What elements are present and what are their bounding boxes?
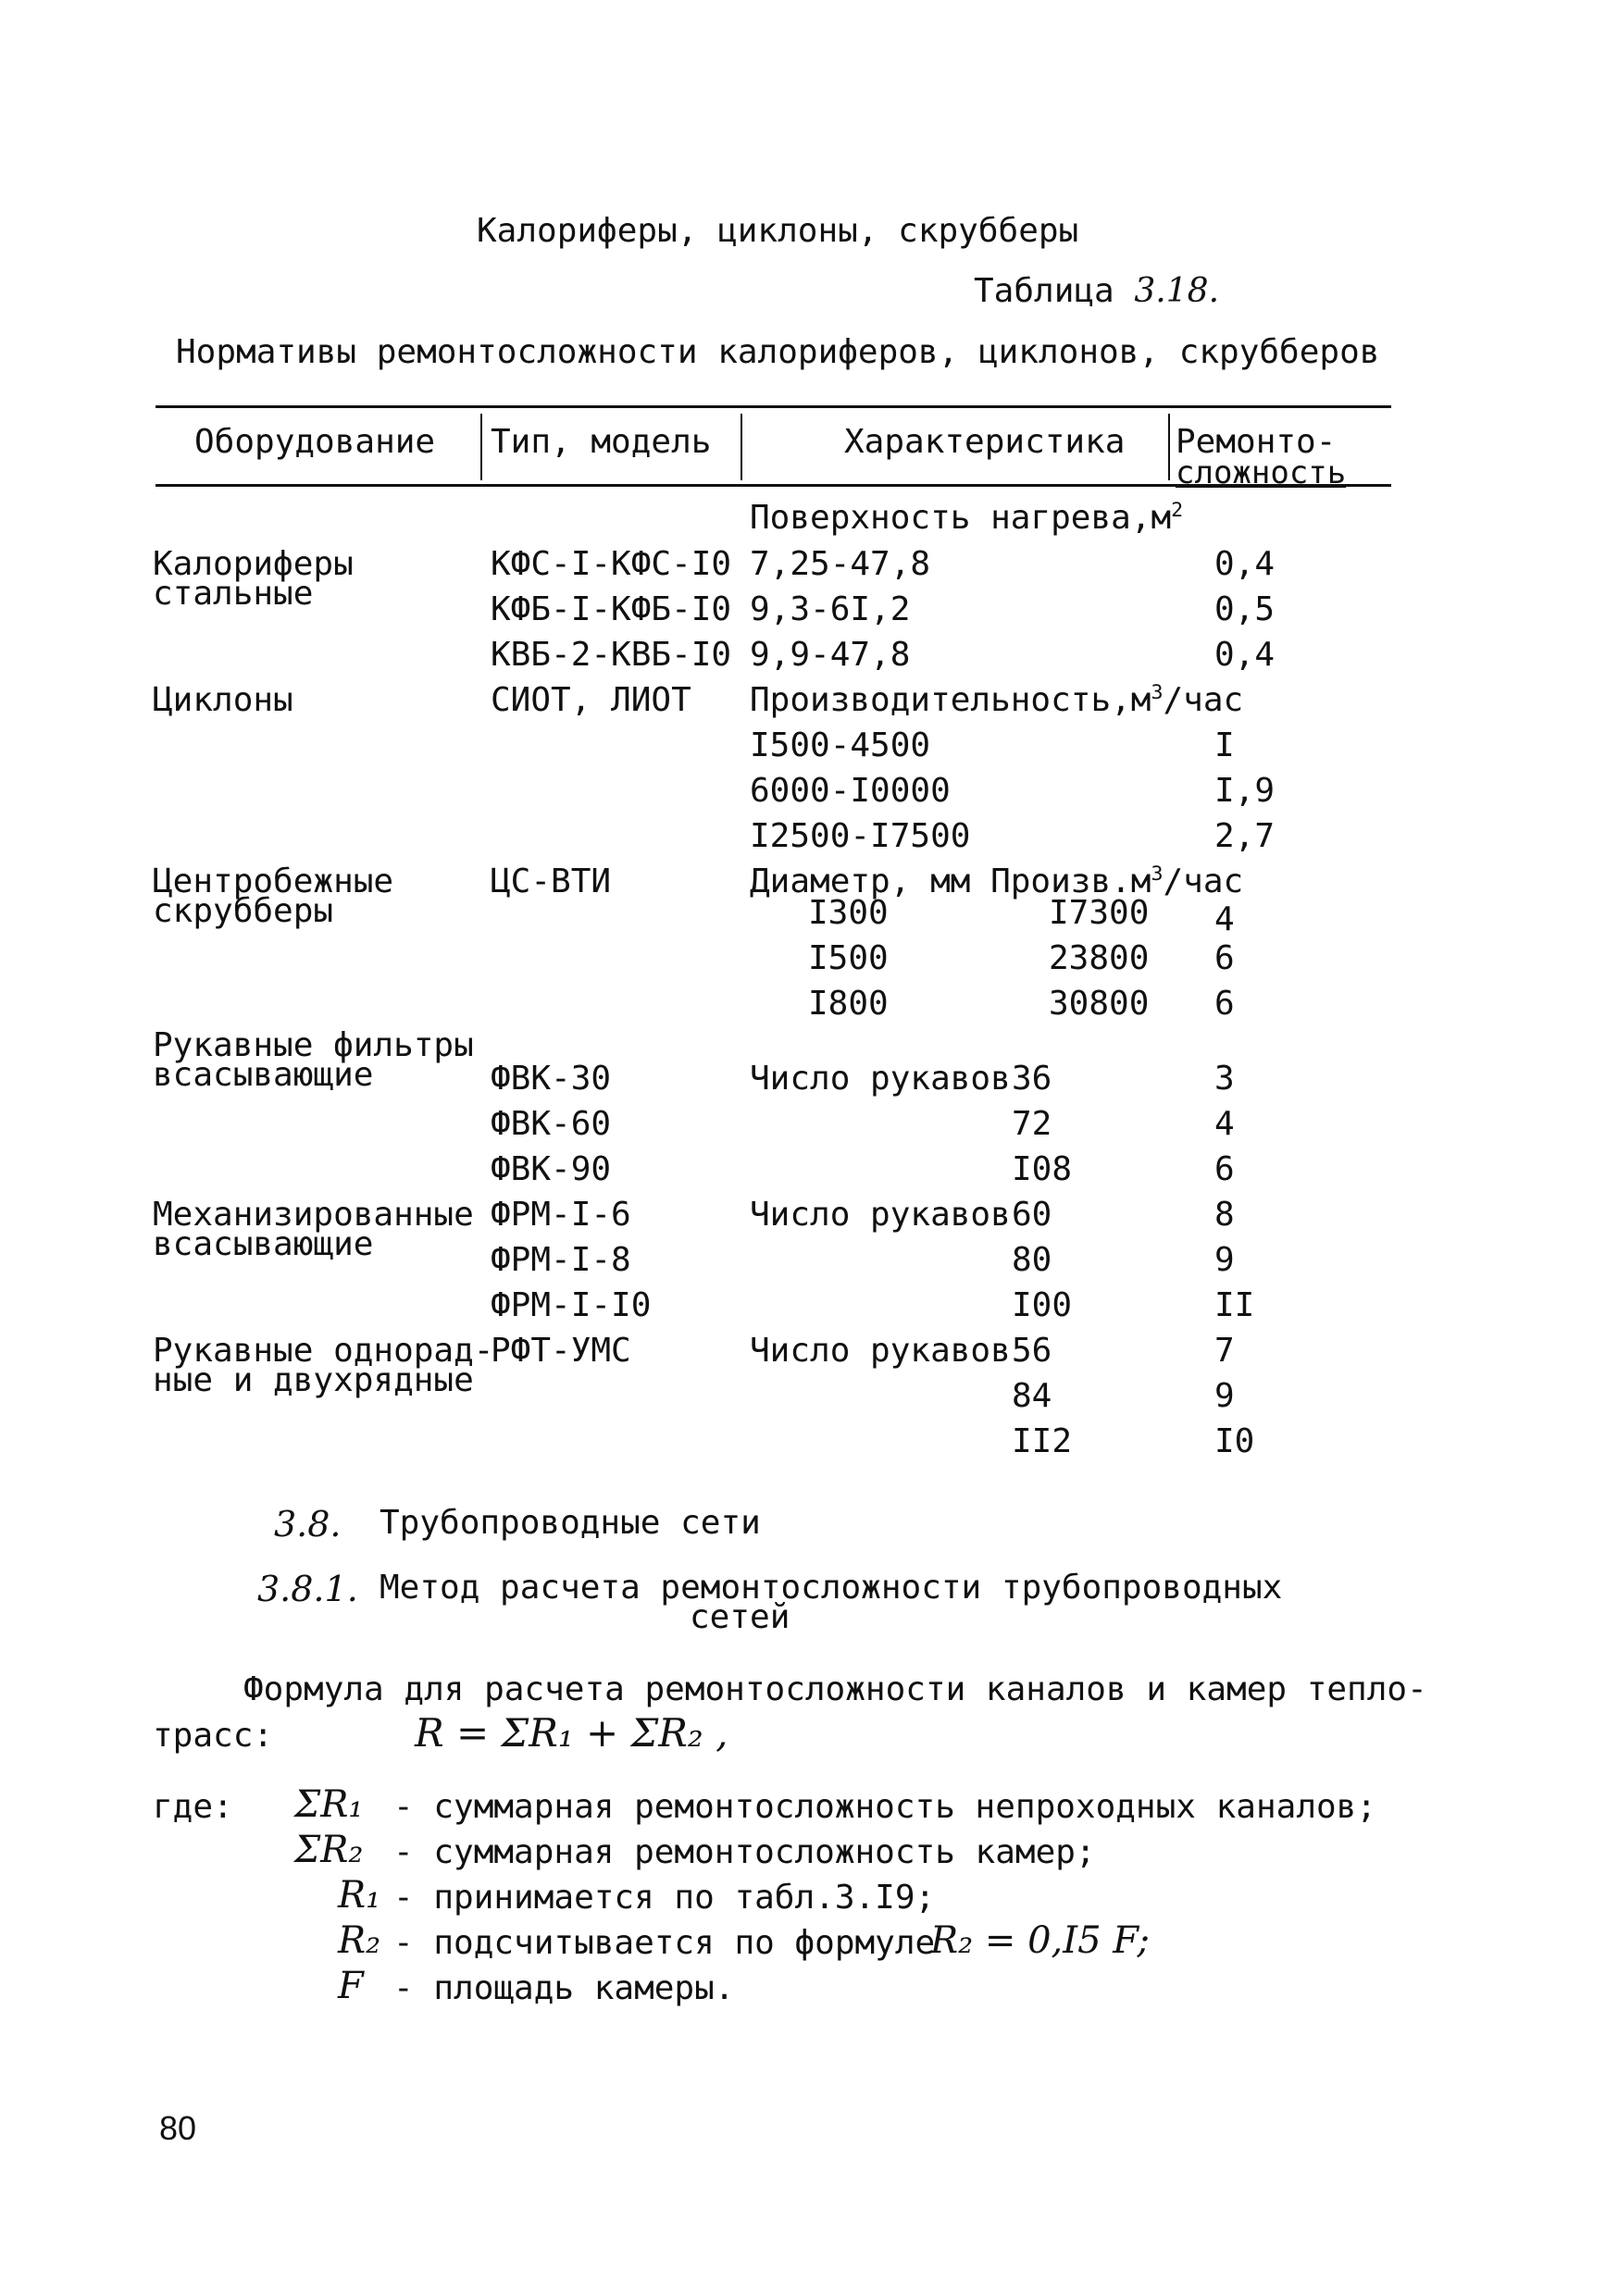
complexity-value: 0,4 [1214, 636, 1276, 674]
equip-filters: Рукавные фильтры [153, 1026, 474, 1064]
sleeves-count: 84 [1012, 1377, 1052, 1415]
model: ФРМ-I-I0 [491, 1286, 652, 1324]
header-complexity: Ремонто- [1176, 423, 1337, 461]
sleeves-count: I00 [1012, 1286, 1073, 1324]
where-term: R₁ [338, 1874, 381, 1917]
table-label [974, 272, 1220, 310]
characteristic: 6000-I0000 [750, 772, 951, 810]
complexity-value: 0,4 [1214, 545, 1276, 583]
sleeves-label: Число рукавов [750, 1060, 1011, 1098]
model: ФРМ-I-6 [491, 1196, 631, 1234]
model: РФТ-УМС [491, 1332, 631, 1370]
complexity-value: I,9 [1214, 772, 1276, 810]
sleeves-count: 36 [1012, 1060, 1052, 1098]
sleeves-label: Число рукавов [750, 1332, 1011, 1370]
heat-surface-label [750, 499, 1184, 537]
header-model: Тип, модель [491, 423, 712, 461]
where-desc: - суммарная ремонтосложность камер; [393, 1833, 1096, 1871]
productivity-label [750, 681, 1244, 719]
section-381-number: 3.8.1. [257, 1569, 358, 1609]
diameter: I300 [808, 894, 889, 932]
model: ФВК-90 [491, 1150, 612, 1188]
where-desc: - суммарная ремонтосложность непроходных каналов; [393, 1788, 1377, 1826]
sleeves-count: II2 [1012, 1422, 1073, 1460]
equip-calorifer-2: стальные [153, 575, 314, 613]
diameter-sup: 3 [1151, 863, 1164, 886]
table-label-text: Таблица [974, 272, 1114, 310]
characteristic: I2500-I7500 [750, 817, 971, 855]
section-38-title: Трубопроводные сети [380, 1504, 761, 1542]
model: КФБ-I-КФБ-I0 [491, 590, 732, 628]
complexity-value: 6 [1214, 1150, 1235, 1188]
complexity-value: 3 [1214, 1060, 1235, 1098]
sleeves-label: Число рукавов [750, 1196, 1011, 1234]
model: ФВК-60 [491, 1105, 612, 1143]
complexity-value: 6 [1214, 985, 1235, 1023]
formula-expression: R = ΣR₁ + ΣR₂ , [415, 1710, 728, 1756]
where-term: ΣR₁ [294, 1783, 364, 1826]
formula-intro-2: трасс: [153, 1717, 274, 1755]
model: ФРМ-I-8 [491, 1241, 631, 1279]
equip-sleeve: Рукавные однорад- [153, 1332, 494, 1370]
productivity: 30800 [1049, 985, 1150, 1023]
sleeves-count: 72 [1012, 1105, 1052, 1143]
table-top-rule [156, 405, 1391, 408]
where-desc: - площадь камеры. [393, 1969, 735, 2007]
characteristic: 9,3-6I,2 [750, 590, 911, 628]
equip-cyclones: Циклоны [153, 681, 293, 719]
equip-calorifer: Калориферы [153, 545, 354, 583]
header-characteristic: Характеристика [844, 423, 1126, 461]
sleeves-count: 80 [1012, 1241, 1052, 1279]
column-divider [741, 414, 742, 480]
formula-intro: Формула для расчета ремонтосложности каналов и камер тепло- [243, 1670, 1427, 1708]
column-divider [1168, 414, 1170, 480]
sleeves-count: 60 [1012, 1196, 1052, 1234]
model: ФВК-30 [491, 1060, 612, 1098]
model: КФС-I-КФС-I0 [491, 545, 732, 583]
complexity-value: 9 [1214, 1377, 1235, 1415]
where-label: где: [153, 1788, 233, 1826]
equip-sleeve-2: ные и двухрядные [153, 1361, 474, 1399]
productivity-unit: /час [1163, 681, 1244, 719]
complexity-value: 6 [1214, 939, 1235, 977]
characteristic: I500-4500 [750, 726, 931, 764]
equip-scrubbers: Центробежные [153, 863, 394, 900]
sleeves-count: 56 [1012, 1332, 1052, 1370]
page-number: 80 [159, 2109, 197, 2147]
table-caption: Нормативы ремонтосложности калориферов, циклонов, скрубберов [176, 333, 1380, 371]
header-complexity-2: сложность [1176, 454, 1347, 491]
complexity-value: 0,5 [1214, 590, 1276, 628]
complexity-value: 8 [1214, 1196, 1235, 1234]
section-381-title-2: сетей [690, 1598, 790, 1636]
section-title: Калориферы, циклоны, скрубберы [477, 212, 1079, 250]
model: КВБ-2-КВБ-I0 [491, 636, 732, 674]
diameter: I500 [808, 939, 889, 977]
complexity-value: 4 [1214, 1105, 1235, 1143]
where-desc: - принимается по табл.3.I9; [393, 1879, 936, 1917]
section-381-title: Метод расчета ремонтосложности трубопроводных [380, 1569, 1283, 1607]
complexity-value: 4 [1214, 900, 1235, 938]
section-38-number: 3.8. [274, 1504, 342, 1545]
productivity-sup: 3 [1151, 681, 1164, 704]
characteristic: 7,25-47,8 [750, 545, 931, 583]
complexity-value: 2,7 [1214, 817, 1276, 855]
equip-scrubbers-2: скрубберы [153, 892, 334, 930]
where-term: R₂ [338, 1919, 381, 1962]
model: СИОТ, ЛИОТ [491, 681, 691, 719]
equip-filters-2: всасывающие [153, 1056, 374, 1094]
complexity-value: II [1214, 1286, 1255, 1324]
table-number: 3.18. [1134, 272, 1220, 310]
diameter-text: Диаметр, мм Произв.м [750, 863, 1151, 900]
where-desc: - подсчитывается по формуле [393, 1924, 936, 1962]
heat-surface-sup: 2 [1171, 499, 1184, 522]
productivity: 23800 [1049, 939, 1150, 977]
diameter-unit: /час [1163, 863, 1244, 900]
complexity-value: 7 [1214, 1332, 1235, 1370]
where-term: ΣR₂ [294, 1829, 364, 1871]
characteristic: 9,9-47,8 [750, 636, 911, 674]
header-equipment: Оборудование [194, 423, 436, 461]
model: ЦС-ВТИ [491, 863, 612, 900]
productivity-text: Производительность,м [750, 681, 1151, 719]
heat-surface-text: Поверхность нагрева,м [750, 499, 1172, 537]
where-formula: R₂ = 0,I5 F; [930, 1919, 1151, 1962]
column-divider [480, 414, 482, 480]
equip-mech-2: всасывающие [153, 1225, 374, 1263]
equip-mech: Механизированные [153, 1196, 474, 1234]
complexity-value: I0 [1214, 1422, 1255, 1460]
complexity-value: I [1214, 726, 1235, 764]
productivity: I7300 [1049, 894, 1150, 932]
diameter: I800 [808, 985, 889, 1023]
sleeves-count: I08 [1012, 1150, 1073, 1188]
where-term: F [338, 1965, 364, 2007]
complexity-value: 9 [1214, 1241, 1235, 1279]
